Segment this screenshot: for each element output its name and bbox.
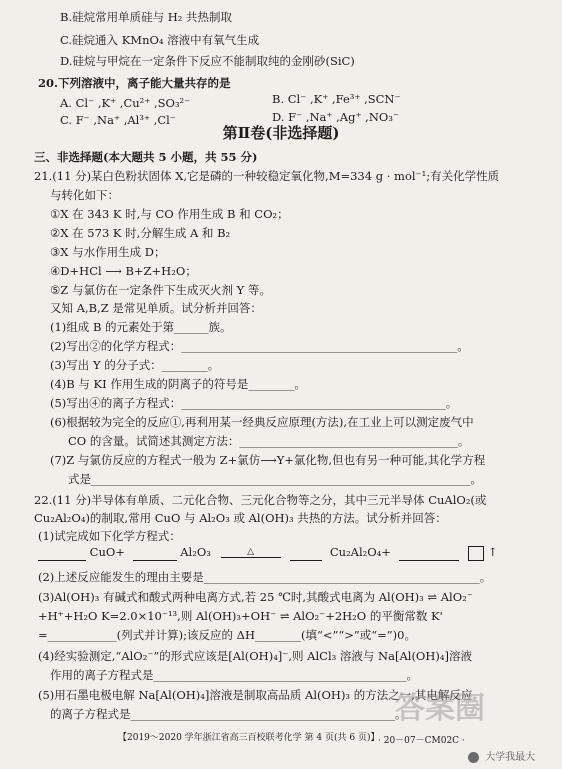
page-code: · 20－07－CM02C · bbox=[378, 736, 465, 746]
text-line: (4)经实验测定,“AlO₂⁻”的形式应该是[Al(OH)₄]⁻,则 AlCl₃ 溶液与 Na[Al(OH)₄]溶液 bbox=[38, 649, 472, 663]
text-line: (2)写出②的化学方程式：________________________________________________。 bbox=[50, 339, 469, 353]
blank bbox=[133, 548, 177, 561]
heat-symbol: △ bbox=[247, 547, 254, 557]
text-line: 三、非选择题(本大题共 5 小题，共 55 分) bbox=[34, 150, 258, 164]
text-line: ④D+HCl ⟶ B+Z+H₂O； bbox=[50, 264, 197, 278]
eq-product: Cu₂Al₂O₄+ bbox=[329, 545, 391, 559]
eq-al2o3: Al₂O₃ bbox=[180, 545, 211, 559]
text-line: (4)B 与 KI 作用生成的阴离子的符号是________。 bbox=[50, 377, 306, 391]
eq-arrow bbox=[221, 548, 281, 558]
text-line: (3)写出 Y 的分子式：________。 bbox=[50, 358, 220, 372]
blank bbox=[399, 548, 459, 561]
section-title: 第Ⅱ卷(非选择题) bbox=[222, 124, 340, 142]
text-line: CO 的含量。试简述其测定方法：______________________________________。 bbox=[68, 434, 470, 448]
text-line: 作用的离子方程式是____________________________________________。 bbox=[50, 668, 418, 682]
watermark-badge bbox=[468, 748, 535, 763]
text-line: 又知 A,B,Z 是常见单质。试分析并回答： bbox=[50, 301, 262, 315]
text-line: ②X 在 573 K 时,分解生成 A 和 B₂ bbox=[50, 226, 231, 240]
blank bbox=[290, 548, 322, 561]
wechat-icon bbox=[468, 752, 479, 763]
text-line: Cu₂Al₂O₄)的制取,常用 CuO 与 Al₂O₃ 或 Al(OH)₃ 共热的方法。试分析并回答： bbox=[34, 511, 447, 525]
watermark-logo: 答案圈 bbox=[395, 691, 485, 726]
text-line: 的离子方程式是______________________________________________。 bbox=[50, 707, 407, 721]
text-line: 式是__________________________________________________________________。 bbox=[68, 472, 482, 486]
text-line: =____________(列式并计算);该反应的 ΔH________(填“<”“>”或“=”)0。 bbox=[38, 628, 416, 642]
text-line: 与转化如下： bbox=[50, 188, 119, 202]
text-line: (3)Al(OH)₃ 有碱式和酸式两种电离方式,若 25 ℃时,其酸式电离为 Al(OH)₃ ⇌ AlO₂⁻ bbox=[38, 590, 473, 604]
text-line: A. Cl⁻ ,K⁺ ,Cu²⁺ ,SO₃²⁻ bbox=[60, 96, 191, 110]
text-line: ⑤Z 与氯仿在一定条件下生成灭火剂 Y 等。 bbox=[50, 283, 271, 297]
text-line: (6)根据较为完全的反应①,再利用某一经典反应原理(方法),在工业上可以测定废气中 bbox=[50, 415, 474, 429]
watermark-text: 大学我最大 bbox=[485, 752, 536, 763]
text-line: D.硅烷与甲烷在一定条件下反应不能制取纯的金刚砂(SiC) bbox=[60, 54, 355, 68]
text-line: C.硅烷通入 KMnO₄ 溶液中有氧气生成 bbox=[60, 33, 260, 47]
text-line: (2)上述反应能发生的理由主要是________________________________________________。 bbox=[38, 570, 492, 584]
text-line: 20.下列溶液中，离子能大量共存的是 bbox=[38, 76, 231, 90]
text-line: (1)组成 B 的元素处于第______族。 bbox=[50, 320, 232, 334]
text-line: B.硅烷常用单质硅与 H₂ 共热制取 bbox=[60, 10, 233, 24]
answer-box bbox=[468, 546, 484, 561]
text-line: B. Cl⁻ ,K⁺ ,Fe³⁺ ,SCN⁻ bbox=[272, 92, 401, 106]
text-line: (1)试完成如下化学方程式： bbox=[38, 529, 181, 543]
text-line: (5)用石墨电极电解 Na[Al(OH)₄]溶液是制取高品质 Al(OH)₃ 的方法之一,其电解反应 bbox=[38, 688, 473, 702]
blank bbox=[38, 548, 86, 561]
text-line: 21.(11 分)某白色粉状固体 X,它是磷的一种较稳定氧化物,M=334 g · mol⁻¹;有关化学性质 bbox=[34, 169, 500, 183]
text-line: C. F⁻ ,Na⁺ ,Al³⁺ ,Cl⁻ bbox=[60, 113, 176, 127]
text-line: ③X 与水作用生成 D； bbox=[50, 245, 166, 259]
text-line: (5)写出④的离子方程式：______________________________________________。 bbox=[50, 396, 458, 410]
text-line: D. F⁻ ,Na⁺ ,Ag⁺ ,NO₃⁻ bbox=[272, 110, 399, 124]
equation-row bbox=[38, 544, 498, 561]
eq-cuo: CuO+ bbox=[89, 545, 125, 559]
text-line: +H⁺+H₂O K=2.0×10⁻¹³,则 Al(OH)₃+OH⁻ ⇌ AlO₂⁻+2H₂O 的平衡常数 K' bbox=[38, 609, 443, 623]
text-line: (7)Z 与氯仿反应的方程式一般为 Z+氯仿⟶Y+氯化物,但也有另一种可能,其化学方程 bbox=[50, 453, 486, 467]
gas-arrow-icon: ↑ bbox=[487, 545, 498, 559]
page-footer: 【2019～2020 学年浙江省高三百校联考化学 第 4 页(共 6 页)】 bbox=[118, 733, 380, 743]
text-line: 22.(11 分)半导体有单质、二元化合物、三元化合物等之分，其中三元半导体 CuAlO₂(或 bbox=[34, 493, 487, 507]
text-line: ①X 在 343 K 时,与 CO 作用生成 B 和 CO₂； bbox=[50, 207, 289, 221]
